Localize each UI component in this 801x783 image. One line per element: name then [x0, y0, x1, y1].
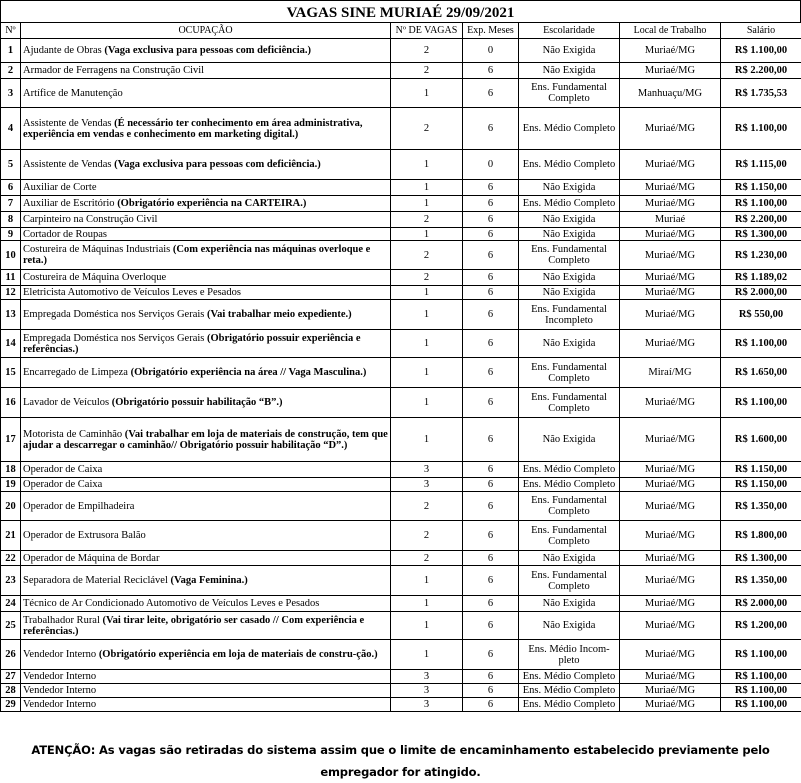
openings-cell: 3: [391, 698, 463, 712]
location-cell: Muriaé/MG: [620, 478, 721, 492]
education-cell: Ens. Médio Completo: [519, 684, 620, 698]
occupation-cell: [21, 388, 391, 418]
occupation-cell: [21, 63, 391, 79]
row-number: 21: [1, 521, 21, 551]
table-body: [1, 39, 801, 712]
table-row: [1, 212, 801, 228]
location-cell: Muriaé/MG: [620, 684, 721, 698]
table-header-row: [1, 23, 801, 39]
experience-cell: 6: [463, 698, 519, 712]
education-cell: Ens. Médio Completo: [519, 150, 620, 180]
occupation-name: Auxiliar de Corte: [23, 182, 96, 193]
table-row: [1, 270, 801, 286]
salary-cell: R$ 1.189,02: [721, 270, 801, 286]
location-cell: Muriaé/MG: [620, 388, 721, 418]
salary-cell: R$ 2.000,00: [721, 286, 801, 300]
header-occupation: OCUPAÇÃO: [21, 23, 391, 39]
location-cell: Muriaé/MG: [620, 670, 721, 684]
row-number: 3: [1, 79, 21, 108]
table-row: [1, 286, 801, 300]
education-cell: Não Exigida: [519, 212, 620, 228]
openings-cell: 2: [391, 492, 463, 521]
row-number: 25: [1, 612, 21, 640]
page-title: VAGAS SINE MURIAÉ 29/09/2021: [0, 0, 801, 23]
occupation-name: Auxiliar de Escritório: [23, 198, 117, 209]
experience-cell: 6: [463, 79, 519, 108]
education-cell: Ens. Fundamental Incompleto: [519, 300, 620, 330]
location-cell: Muriaé/MG: [620, 270, 721, 286]
salary-cell: R$ 1.800,00: [721, 521, 801, 551]
occupation-note: (Com experiência nas máquinas overloque e reta.): [23, 244, 370, 266]
occupation-cell: [21, 196, 391, 212]
occupation-cell: [21, 492, 391, 521]
openings-cell: 2: [391, 39, 463, 63]
location-cell: Muriaé/MG: [620, 300, 721, 330]
attention-note: ATENÇÃO: As vagas são retiradas do sistema assim que o limite de encaminhamento estabelecido previamente pelo empregador for atingido.: [0, 739, 801, 763]
experience-cell: 6: [463, 108, 519, 150]
experience-cell: 6: [463, 551, 519, 566]
table-row: [1, 196, 801, 212]
occupation-name: Motorista de Caminhão: [23, 429, 125, 440]
occupation-note: (É necessário ter conhecimento em área administrativa, experiência em vendas e conhecimento em marketing digital.): [23, 118, 362, 140]
education-cell: Não Exigida: [519, 612, 620, 640]
row-number: 4: [1, 108, 21, 150]
row-number: 18: [1, 462, 21, 478]
row-number: 22: [1, 551, 21, 566]
education-cell: Ens. Médio Incom-pleto: [519, 640, 620, 670]
salary-cell: R$ 1.300,00: [721, 228, 801, 241]
occupation-cell: [21, 286, 391, 300]
table-row: [1, 640, 801, 670]
occupation-name: Costureira de Máquinas Industriais: [23, 244, 173, 255]
salary-cell: R$ 2.200,00: [721, 63, 801, 79]
row-number: 29: [1, 698, 21, 712]
salary-cell: R$ 1.150,00: [721, 462, 801, 478]
salary-cell: R$ 1.150,00: [721, 180, 801, 196]
occupation-cell: [21, 478, 391, 492]
openings-cell: 1: [391, 286, 463, 300]
row-number: 14: [1, 330, 21, 358]
occupation-name: Técnico de Ar Condicionado Automotivo de Veículos Leves e Pesados: [23, 598, 319, 609]
header-experience: Exp. Meses: [463, 23, 519, 39]
occupation-note: (Obrigatório experiência na área // Vaga Masculina.): [131, 367, 367, 378]
education-cell: Ens. Fundamental Completo: [519, 79, 620, 108]
occupation-name: Vendedor Interno: [23, 671, 96, 682]
experience-cell: 6: [463, 330, 519, 358]
experience-cell: 6: [463, 358, 519, 388]
table-row: [1, 150, 801, 180]
table-row: [1, 521, 801, 551]
openings-cell: 1: [391, 358, 463, 388]
occupation-name: Operador de Máquina de Bordar: [23, 553, 159, 564]
occupation-cell: [21, 684, 391, 698]
openings-cell: 2: [391, 521, 463, 551]
occupation-note: (Vaga exclusiva para pessoas com deficiência.): [104, 45, 311, 56]
table-row: [1, 388, 801, 418]
salary-cell: R$ 1.150,00: [721, 478, 801, 492]
occupation-name: Trabalhador Rural: [23, 615, 103, 626]
occupation-note: (Obrigatório possuir experiência e referências.): [23, 333, 361, 355]
occupation-cell: [21, 612, 391, 640]
job-table: [0, 22, 801, 712]
occupation-note: (Vai tirar leite, obrigatório ser casado // Com experiência e referências.): [23, 615, 364, 637]
salary-cell: R$ 1.100,00: [721, 388, 801, 418]
occupation-name: Artífice de Manutenção: [23, 88, 123, 99]
occupation-cell: [21, 228, 391, 241]
openings-cell: 3: [391, 462, 463, 478]
header-number: Nº: [1, 23, 21, 39]
table-row: [1, 698, 801, 712]
occupation-cell: [21, 462, 391, 478]
location-cell: Muriaé/MG: [620, 640, 721, 670]
education-cell: Não Exigida: [519, 63, 620, 79]
location-cell: Muriaé/MG: [620, 241, 721, 270]
table-row: [1, 330, 801, 358]
experience-cell: 6: [463, 640, 519, 670]
experience-cell: 0: [463, 150, 519, 180]
education-cell: Ens. Fundamental Completo: [519, 358, 620, 388]
experience-cell: 6: [463, 228, 519, 241]
occupation-name: Operador de Empilhadeira: [23, 501, 134, 512]
openings-cell: 1: [391, 612, 463, 640]
education-cell: Ens. Médio Completo: [519, 478, 620, 492]
occupation-name: Vendedor Interno: [23, 699, 96, 710]
table-row: [1, 39, 801, 63]
occupation-name: Operador de Extrusora Balão: [23, 530, 146, 541]
header-openings: Nº DE VAGAS: [391, 23, 463, 39]
openings-cell: 1: [391, 228, 463, 241]
education-cell: Não Exigida: [519, 180, 620, 196]
salary-cell: R$ 1.650,00: [721, 358, 801, 388]
salary-cell: R$ 1.350,00: [721, 492, 801, 521]
row-number: 9: [1, 228, 21, 241]
location-cell: Muriaé/MG: [620, 596, 721, 612]
salary-cell: R$ 2.000,00: [721, 596, 801, 612]
education-cell: Ens. Fundamental Completo: [519, 241, 620, 270]
row-number: 23: [1, 566, 21, 596]
education-cell: Ens. Médio Completo: [519, 670, 620, 684]
education-cell: Não Exigida: [519, 270, 620, 286]
salary-cell: R$ 1.200,00: [721, 612, 801, 640]
salary-cell: R$ 1.600,00: [721, 418, 801, 462]
openings-cell: 3: [391, 684, 463, 698]
row-number: 13: [1, 300, 21, 330]
salary-cell: R$ 1.350,00: [721, 566, 801, 596]
experience-cell: 6: [463, 270, 519, 286]
row-number: 6: [1, 180, 21, 196]
salary-cell: R$ 1.100,00: [721, 196, 801, 212]
experience-cell: 6: [463, 418, 519, 462]
row-number: 17: [1, 418, 21, 462]
occupation-name: Assistente de Vendas: [23, 118, 114, 129]
openings-cell: 2: [391, 551, 463, 566]
education-cell: Ens. Fundamental Completo: [519, 566, 620, 596]
row-number: 5: [1, 150, 21, 180]
education-cell: Ens. Médio Completo: [519, 108, 620, 150]
table-row: [1, 63, 801, 79]
salary-cell: R$ 1.300,00: [721, 551, 801, 566]
experience-cell: 6: [463, 300, 519, 330]
location-cell: Muriaé/MG: [620, 330, 721, 358]
table-row: [1, 670, 801, 684]
experience-cell: 6: [463, 212, 519, 228]
occupation-note: (Vai trabalhar em loja de materiais de construção, tem que ajudar a descarregar o caminhão// Obrigatório possuir habilitação “D”.): [23, 429, 388, 451]
occupation-cell: [21, 418, 391, 462]
row-number: 26: [1, 640, 21, 670]
education-cell: Não Exigida: [519, 228, 620, 241]
openings-cell: 1: [391, 196, 463, 212]
education-cell: Ens. Fundamental Completo: [519, 521, 620, 551]
location-cell: Muriaé: [620, 212, 721, 228]
experience-cell: 6: [463, 612, 519, 640]
row-number: 15: [1, 358, 21, 388]
occupation-cell: [21, 212, 391, 228]
salary-cell: R$ 2.200,00: [721, 212, 801, 228]
experience-cell: 6: [463, 196, 519, 212]
occupation-cell: [21, 358, 391, 388]
experience-cell: 0: [463, 39, 519, 63]
table-row: [1, 462, 801, 478]
openings-cell: 2: [391, 270, 463, 286]
occupation-note: (Vaga exclusiva para pessoas com deficiência.): [114, 159, 321, 170]
occupation-cell: [21, 180, 391, 196]
occupation-cell: [21, 551, 391, 566]
openings-cell: 1: [391, 330, 463, 358]
education-cell: Não Exigida: [519, 330, 620, 358]
location-cell: Muriaé/MG: [620, 228, 721, 241]
experience-cell: 6: [463, 286, 519, 300]
location-cell: Miraí/MG: [620, 358, 721, 388]
location-cell: Muriaé/MG: [620, 196, 721, 212]
openings-cell: 1: [391, 180, 463, 196]
table-row: [1, 358, 801, 388]
row-number: 20: [1, 492, 21, 521]
experience-cell: 6: [463, 670, 519, 684]
salary-cell: R$ 1.100,00: [721, 684, 801, 698]
table-row: [1, 612, 801, 640]
row-number: 7: [1, 196, 21, 212]
occupation-name: Eletricista Automotivo de Veículos Leves e Pesados: [23, 287, 241, 298]
location-cell: Muriaé/MG: [620, 63, 721, 79]
occupation-name: Lavador de Veículos: [23, 397, 112, 408]
occupation-note: (Obrigatório experiência em loja de materiais de constru-ção.): [99, 649, 378, 660]
occupation-cell: [21, 270, 391, 286]
education-cell: Ens. Médio Completo: [519, 196, 620, 212]
experience-cell: 6: [463, 492, 519, 521]
row-number: 16: [1, 388, 21, 418]
openings-cell: 1: [391, 418, 463, 462]
openings-cell: 2: [391, 108, 463, 150]
location-cell: Muriaé/MG: [620, 286, 721, 300]
openings-cell: 1: [391, 150, 463, 180]
location-cell: Muriaé/MG: [620, 150, 721, 180]
table-row: [1, 551, 801, 566]
occupation-name: Carpinteiro na Construção Civil: [23, 214, 157, 225]
occupation-cell: [21, 241, 391, 270]
openings-cell: 3: [391, 478, 463, 492]
education-cell: Não Exigida: [519, 418, 620, 462]
location-cell: Manhuaçu/MG: [620, 79, 721, 108]
openings-cell: 1: [391, 640, 463, 670]
experience-cell: 6: [463, 462, 519, 478]
occupation-name: Encarregado de Limpeza: [23, 367, 131, 378]
salary-cell: R$ 1.230,00: [721, 241, 801, 270]
education-cell: Ens. Médio Completo: [519, 462, 620, 478]
education-cell: Ens. Médio Completo: [519, 698, 620, 712]
occupation-name: Separadora de Material Reciclável: [23, 575, 171, 586]
occupation-cell: [21, 108, 391, 150]
location-cell: Muriaé/MG: [620, 108, 721, 150]
salary-cell: R$ 1.735,53: [721, 79, 801, 108]
location-cell: Muriaé/MG: [620, 180, 721, 196]
experience-cell: 6: [463, 388, 519, 418]
row-number: 2: [1, 63, 21, 79]
table-row: [1, 478, 801, 492]
openings-cell: 2: [391, 241, 463, 270]
experience-cell: 6: [463, 566, 519, 596]
occupation-name: Operador de Caixa: [23, 464, 102, 475]
header-salary: Salário: [721, 23, 801, 39]
experience-cell: 6: [463, 521, 519, 551]
openings-cell: 1: [391, 596, 463, 612]
occupation-name: Costureira de Máquina Overloque: [23, 272, 166, 283]
occupation-cell: [21, 521, 391, 551]
education-cell: Não Exigida: [519, 39, 620, 63]
education-cell: Ens. Fundamental Completo: [519, 492, 620, 521]
table-row: [1, 566, 801, 596]
occupation-cell: [21, 300, 391, 330]
occupation-name: Cortador de Roupas: [23, 229, 107, 240]
occupation-cell: [21, 670, 391, 684]
occupation-cell: [21, 566, 391, 596]
experience-cell: 6: [463, 478, 519, 492]
experience-cell: 6: [463, 241, 519, 270]
row-number: 11: [1, 270, 21, 286]
location-cell: Muriaé/MG: [620, 418, 721, 462]
occupation-note: (Vai trabalhar meio expediente.): [207, 309, 352, 320]
location-cell: Muriaé/MG: [620, 39, 721, 63]
salary-cell: R$ 1.100,00: [721, 330, 801, 358]
table-row: [1, 79, 801, 108]
occupation-cell: [21, 640, 391, 670]
occupation-name: Assistente de Vendas: [23, 159, 114, 170]
occupation-note: (Obrigatório experiência na CARTEIRA.): [117, 198, 306, 209]
salary-cell: R$ 1.100,00: [721, 698, 801, 712]
occupation-name: Empregada Doméstica nos Serviços Gerais: [23, 333, 207, 344]
experience-cell: 6: [463, 63, 519, 79]
row-number: 27: [1, 670, 21, 684]
table-row: [1, 684, 801, 698]
salary-cell: R$ 1.100,00: [721, 39, 801, 63]
table-row: [1, 241, 801, 270]
experience-cell: 6: [463, 596, 519, 612]
occupation-name: Armador de Ferragens na Construção Civil: [23, 65, 204, 76]
location-cell: Muriaé/MG: [620, 521, 721, 551]
salary-cell: R$ 1.100,00: [721, 640, 801, 670]
salary-cell: R$ 1.100,00: [721, 108, 801, 150]
experience-cell: 6: [463, 684, 519, 698]
salary-cell: R$ 1.115,00: [721, 150, 801, 180]
education-cell: Não Exigida: [519, 551, 620, 566]
row-number: 1: [1, 39, 21, 63]
occupation-cell: [21, 150, 391, 180]
salary-cell: R$ 1.100,00: [721, 670, 801, 684]
occupation-name: Empregada Doméstica nos Serviços Gerais: [23, 309, 207, 320]
experience-cell: 6: [463, 180, 519, 196]
occupation-cell: [21, 39, 391, 63]
occupation-name: Vendedor Interno: [23, 685, 96, 696]
header-location: Local de Trabalho: [620, 23, 721, 39]
education-cell: Não Exigida: [519, 286, 620, 300]
table-row: [1, 180, 801, 196]
location-cell: Muriaé/MG: [620, 551, 721, 566]
openings-cell: 1: [391, 388, 463, 418]
occupation-name: Vendedor Interno: [23, 649, 99, 660]
openings-cell: 3: [391, 670, 463, 684]
openings-cell: 1: [391, 79, 463, 108]
row-number: 24: [1, 596, 21, 612]
occupation-cell: [21, 330, 391, 358]
row-number: 8: [1, 212, 21, 228]
row-number: 19: [1, 478, 21, 492]
occupation-name: Operador de Caixa: [23, 479, 102, 490]
location-cell: Muriaé/MG: [620, 566, 721, 596]
row-number: 28: [1, 684, 21, 698]
table-row: [1, 228, 801, 241]
education-cell: Ens. Fundamental Completo: [519, 388, 620, 418]
openings-cell: 1: [391, 300, 463, 330]
location-cell: Muriaé/MG: [620, 462, 721, 478]
table-row: [1, 108, 801, 150]
location-cell: Muriaé/MG: [620, 698, 721, 712]
table-row: [1, 300, 801, 330]
header-education: Escolaridade: [519, 23, 620, 39]
salary-cell: R$ 550,00: [721, 300, 801, 330]
openings-cell: 2: [391, 63, 463, 79]
row-number: 12: [1, 286, 21, 300]
location-cell: Muriaé/MG: [620, 492, 721, 521]
occupation-cell: [21, 698, 391, 712]
table-row: [1, 418, 801, 462]
occupation-note: (Vaga Feminina.): [171, 575, 248, 586]
occupation-name: Ajudante de Obras: [23, 45, 104, 56]
openings-cell: 2: [391, 212, 463, 228]
occupation-cell: [21, 79, 391, 108]
occupation-cell: [21, 596, 391, 612]
openings-cell: 1: [391, 566, 463, 596]
table-row: [1, 492, 801, 521]
row-number: 10: [1, 241, 21, 270]
table-row: [1, 596, 801, 612]
education-cell: Não Exigida: [519, 596, 620, 612]
location-cell: Muriaé/MG: [620, 612, 721, 640]
occupation-note: (Obrigatório possuir habilitação “B”.): [112, 397, 283, 408]
